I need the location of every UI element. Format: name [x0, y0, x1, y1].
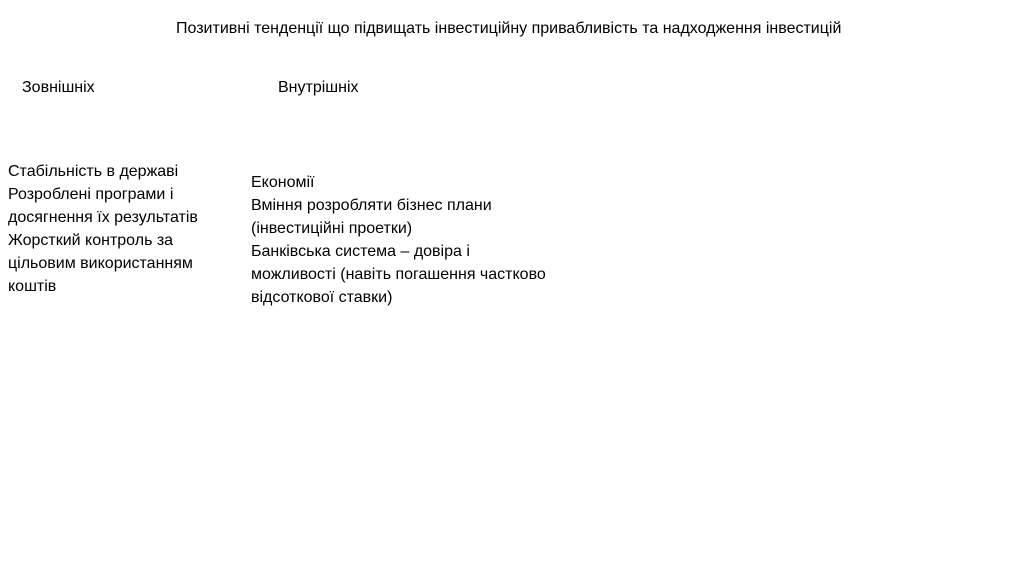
external-factors-list — [8, 160, 240, 298]
internal-factors-list — [251, 171, 551, 309]
internal-factor-item: Вміння розробляти бізнес плани (інвестиційні проетки) — [251, 197, 492, 237]
external-heading: Зовнішніх — [22, 79, 95, 96]
external-factor-item: Стабільність в державі — [8, 163, 179, 180]
internal-heading: Внутрішніх — [278, 79, 359, 96]
external-factor-item: Розроблені програми і досягнення їх результатів — [8, 186, 198, 226]
internal-factor-item: Банківська система – довіра і можливості (навіть погашення частково відсоткової ставки) — [251, 243, 546, 306]
slide-title: Позитивні тенденції що підвищать інвестиційну привабливість та надходження інвестицій — [176, 20, 842, 37]
external-factor-item: Жорсткий контроль за цільовим використанням коштів — [8, 232, 193, 295]
internal-factor-item: Економії — [251, 174, 315, 191]
